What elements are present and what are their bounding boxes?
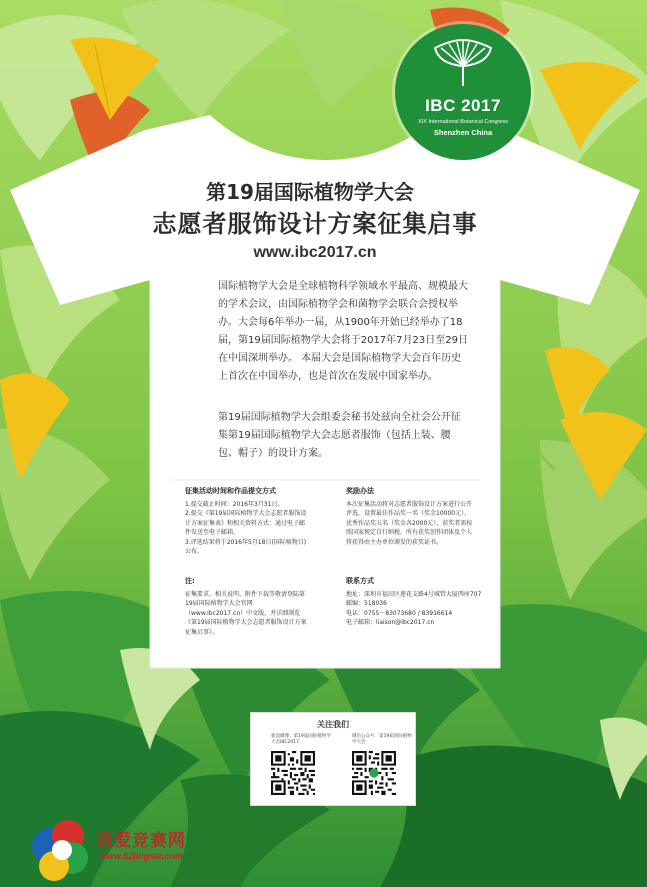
- contact-postcode: 邮编：518036: [346, 600, 387, 607]
- ginkgo-logo-icon: [433, 38, 493, 88]
- weibo-qr-code-icon[interactable]: [271, 751, 315, 795]
- wechat-label: 微信公众号：第19届国际植物学大会: [352, 734, 412, 745]
- logo-subtitle: XIX International Botanical Congress: [418, 119, 508, 125]
- notes-title: 注:: [185, 577, 195, 585]
- contact-phone: 电话：0755－83073680 / 83916614: [346, 609, 453, 617]
- awards-title: 奖励办法: [346, 487, 374, 495]
- website-link[interactable]: www.ibc2017.cn: [253, 244, 377, 261]
- logo-city: Shenzhen China: [433, 128, 493, 137]
- logo-title: IBC 2017: [425, 96, 501, 115]
- call-paragraph: 第19届国际植物学大会组委会秘书处兹向全社会公开征集第19届国际植物学大会志愿者服饰（包括上装、腰包、帽子）的设计方案。: [218, 412, 461, 459]
- intro-paragraph: 国际植物学大会是全球植物科学领域水平最高、规模最大的学术会议，由国际植物学会和菌物学会联合会授权举办。大会每6年举办一届，从1900年开始已经举办了18届，第19届国际植物学大会将于2017年7月23日至29日在中国深圳举办。 本届大会是国际植物学大会百年历史上首次在中国举办，也是首次在发展中国家举办。: [218, 281, 468, 382]
- schedule-item: 1.提交截止时间：2016年3月31日。: [185, 500, 284, 508]
- awards-text: 本次征集活动将对志愿者服饰设计方案进行公开评选，设置最佳作品奖一名（奖金10000元），优秀作品奖五名（奖金各2000元），获奖者需按照国家规定自行纳税。所有获奖创作团体及个人将获得由主办单位颁发的获奖证书。: [346, 500, 473, 546]
- schedule-item: 2.提交《第19届国际植物学大会志愿者服饰设计方案征集表》和相关资料方式：通过电子邮件发送至电子邮箱。: [185, 510, 307, 536]
- notes-section: [185, 577, 310, 637]
- schedule-item: 3.评选结果将于2016年5月18日(国际植物日)公布。: [185, 538, 307, 555]
- contact-section: [346, 577, 486, 628]
- watermark-name: 我爱竞赛网: [96, 831, 186, 851]
- weibo-label: 新浪微博：第19届国际植物学大会IBC2017: [271, 734, 331, 745]
- follow-us-box: [250, 712, 416, 806]
- wechat-qr-code-icon[interactable]: [352, 751, 396, 795]
- notes-text: 征集要求、相关说明、附件下载等敬请登陆第19届国际植物学大会官网 （www.ibc2017.cn）中文版，并详细浏览《第19届国际植物学大会志愿者服饰设计方案征集启事》。: [185, 590, 307, 636]
- page-subtitle: 志愿者服饰设计方案征集启事: [152, 210, 478, 238]
- schedule-section: [185, 487, 310, 557]
- ibc2017-logo: [395, 24, 531, 160]
- contact-address: 地址：深圳市福田区莲花支路4号城管大厦西座707: [346, 590, 482, 598]
- page-title: 第19届国际植物学大会: [206, 180, 414, 204]
- contact-title: 联系方式: [346, 577, 374, 585]
- watermark-url: www.52jingsai.com: [100, 851, 183, 861]
- awards-section: [346, 487, 476, 547]
- contact-email[interactable]: 电子邮箱：liaison@ibc2017.cn: [346, 619, 435, 626]
- schedule-title: 征集活动时间和作品提交方式: [185, 487, 276, 495]
- follow-title: 关注我们: [317, 720, 349, 729]
